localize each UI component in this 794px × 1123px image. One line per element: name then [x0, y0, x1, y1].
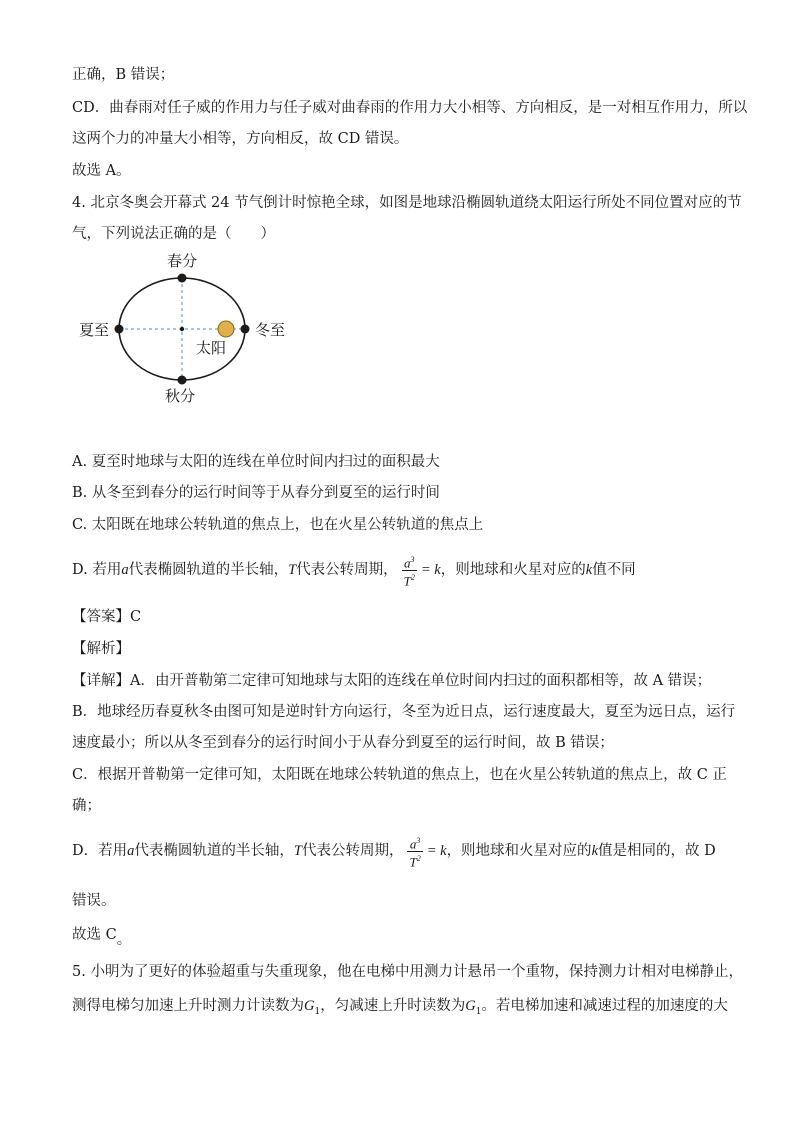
earth-winter [241, 325, 250, 334]
line-4: 故选 A。 [72, 163, 131, 179]
label-summer: 夏至 [79, 321, 110, 339]
line-1: 正确，B 错误； [72, 67, 175, 83]
var-T: T [288, 562, 297, 578]
earth-spring [178, 274, 187, 283]
formula-rhs: = k [420, 562, 441, 578]
option-d-post: ，则地球和火星对应的 [440, 562, 586, 578]
line-3: 这两个力的冲量大小相等，方向相反，故 CD 错误。 [72, 131, 409, 147]
label-spring: 春分 [167, 252, 198, 270]
question-4-line-1: 4. 北京冬奥会开幕式 24 节气倒计时惊艳全球，如图是地球沿椭圆轨道绕太阳运行所处不同位置对应的节 [72, 195, 742, 211]
kepler-formula: $\frac{a^3}{T^2}$ [403, 555, 415, 588]
detail-7: 错误。 [72, 893, 116, 909]
option-d-mid1: 代表椭圆轨道的半长轴， [128, 562, 289, 578]
question-4-line-2: 气，下列说法正确的是（ ） [72, 226, 275, 242]
option-d-mid2: 代表公转周期， [296, 562, 398, 578]
line-2: CD．曲春雨对任子威的作用力与任子威对曲春雨的作用力大小相等、方向相反，是一对相互作用力，所以 [72, 100, 748, 116]
option-a: A. 夏至时地球与太阳的连线在单位时间内扫过的面积最大 [72, 454, 440, 470]
option-d-prefix: D. 若用 [72, 562, 122, 578]
detail-2: B．地球经历春夏秋冬由图可知是逆时针方向运行，冬至为近日点，运行速度最大，夏至为远日点，运行 [72, 704, 736, 720]
var-a: a [121, 562, 129, 578]
var-k: k [585, 562, 593, 578]
orbit-diagram [70, 246, 310, 412]
detail-3: 速度最小；所以从冬至到春分的运行时间小于从春分到夏至的运行时间，故 B 错误； [72, 735, 614, 751]
detail-4: C．根据开普勒第一定律可知，太阳既在地球公转轨道的焦点上，也在火星公转轨道的焦点上，故 C 正 [72, 767, 727, 783]
detail-5: 确； [72, 798, 101, 814]
center-dot [180, 327, 184, 331]
earth-summer [115, 325, 124, 334]
earth-autumn [178, 376, 187, 385]
option-d [72, 553, 636, 587]
option-d-end: 值不同 [592, 562, 636, 578]
answer: 【答案】C [72, 609, 142, 625]
option-b: B. 从冬至到春分的运行时间等于从春分到夏至的运行时间 [72, 485, 440, 501]
sun [218, 321, 234, 337]
detail-6: D．若用a代表椭圆轨道的半长轴，T代表公转周期， $\frac{a^3}{T^2}$ = k，则地球和火星对应的k值是相同的，故 D [72, 836, 716, 869]
detail-8: 故选 C。 [72, 927, 132, 948]
kepler-formula-2: $\frac{a^3}{T^2}$ [409, 836, 421, 869]
label-winter: 冬至 [255, 321, 286, 339]
detail-1: 【详解】A．由开普勒第二定律可知地球与太阳的连线在单位时间内扫过的面积都相等，故 A 错误； [72, 673, 712, 689]
option-c: C. 太阳既在地球公转轨道的焦点上，也在火星公转轨道的焦点上 [72, 517, 484, 533]
label-sun: 太阳 [196, 339, 227, 357]
question-5-line-1: 5. 小明为了更好的体验超重与失重现象，他在电梯中用测力计悬吊一个重物，保持测力计相对电梯静止， [72, 964, 743, 980]
analysis-heading: 【解析】 [72, 641, 130, 657]
label-autumn: 秋分 [165, 387, 196, 405]
question-5-line-2: 测得电梯匀加速上升时测力计读数为$G_1$，匀减速上升时读数为$G_1$。若电梯加速和减速过程的加速度的大 [72, 998, 728, 1017]
